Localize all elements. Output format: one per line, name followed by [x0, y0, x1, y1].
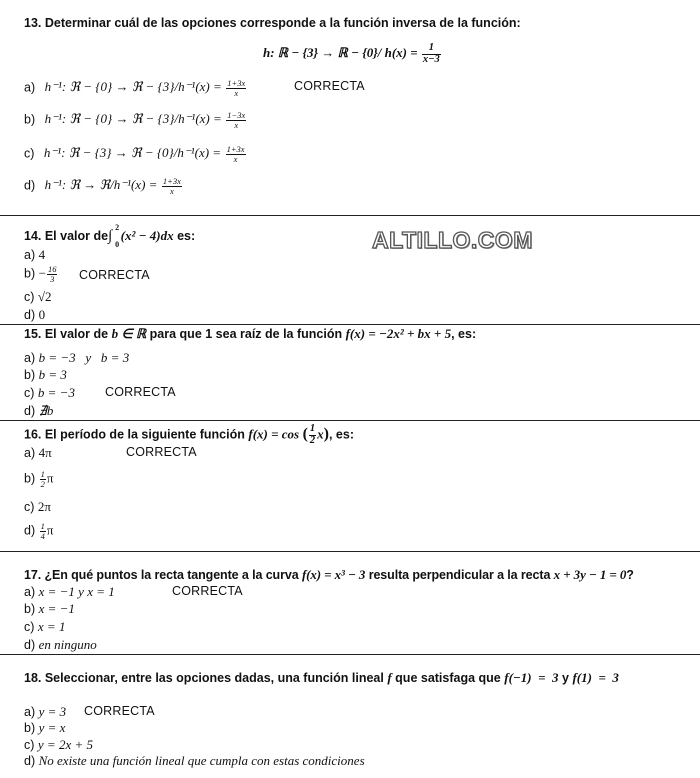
q13-option-b[interactable] — [24, 111, 247, 129]
q18-title-and: y — [562, 671, 569, 685]
option-letter: b) — [24, 112, 36, 127]
option-denominator: x — [233, 153, 238, 164]
option-letter: d) — [24, 638, 36, 652]
q18-correct-label: CORRECTA — [84, 704, 155, 718]
q18-option-c[interactable] — [24, 737, 93, 753]
option-letter: b) — [24, 602, 36, 616]
q17-correct-label: CORRECTA — [172, 584, 243, 598]
option-value: y = 2x + 5 — [37, 737, 93, 752]
option-numerator: 1+3x — [226, 144, 245, 154]
option-value: en ninguno — [38, 637, 97, 652]
option-value: b = 3 — [38, 367, 67, 382]
option-value: 4π — [38, 445, 52, 460]
q15-option-c[interactable] — [24, 385, 75, 401]
option-denominator: 2 — [40, 478, 45, 489]
q14-title-suffix: es: — [177, 229, 196, 243]
option-numerator: 1 — [40, 521, 45, 531]
option-letter: c) — [24, 500, 35, 514]
q14-option-d[interactable] — [24, 307, 45, 323]
q15-title-prefix: 15. El valor de — [24, 327, 109, 341]
divider — [0, 215, 700, 216]
q13-option-a[interactable] — [24, 79, 247, 97]
option-value: x = −1 — [38, 601, 75, 616]
integral-upper: 2 — [115, 223, 120, 232]
q17-title-suffix: ? — [626, 568, 634, 582]
q14-title-prefix: 14. El valor de — [24, 229, 109, 243]
option-letter: b) — [24, 471, 36, 486]
option-value: 4 — [38, 247, 46, 262]
option-letter: d) — [24, 523, 36, 538]
option-denominator: x — [234, 87, 239, 98]
q17-option-c[interactable] — [24, 619, 65, 635]
option-letter: a) — [24, 446, 36, 460]
option-letter: a) — [24, 705, 36, 719]
option-value: b = −3 — [37, 385, 75, 400]
option-numerator: 1−3x — [227, 110, 246, 120]
q15-option-b[interactable] — [24, 367, 67, 383]
option-letter: c) — [24, 290, 35, 304]
q16-frac-num: 1 — [309, 423, 316, 434]
q15-title-suffix: , es: — [451, 327, 477, 341]
option-value: b = −3 y b = 3 — [38, 350, 130, 365]
option-letter: a) — [24, 351, 36, 365]
q18-option-a[interactable] — [24, 704, 66, 720]
q17-option-b[interactable] — [24, 601, 75, 617]
q18-title-var: f — [387, 670, 392, 685]
q13-function-lhs: h: ℝ − {3} → ℝ − {0}/ h(x) = — [263, 44, 418, 60]
q15-title — [24, 326, 476, 342]
q16-title-var: x — [317, 426, 324, 442]
divider — [0, 654, 700, 655]
q18-title-prefix: 18. Seleccionar, entre las opciones dadas, una función lineal — [24, 671, 384, 685]
option-expression: h⁻¹: ℜ − {3} → ℜ − {0}/h⁻¹(x) = — [43, 145, 222, 161]
option-value: x = −1 y x = 1 — [38, 584, 115, 599]
option-denominator: 3 — [50, 273, 55, 284]
option-value: π — [46, 470, 54, 486]
option-letter: a) — [24, 585, 36, 599]
option-value: √2 — [37, 289, 52, 304]
q18-option-b[interactable] — [24, 720, 65, 736]
q13-option-d[interactable] — [24, 177, 183, 195]
q16-option-c[interactable] — [24, 499, 51, 515]
integral-lower: 0 — [115, 240, 120, 249]
q17-title-line: x + 3y − 1 = 0 — [553, 567, 627, 582]
option-numerator: 1 — [40, 469, 45, 479]
option-letter: c) — [24, 620, 35, 634]
option-value: No existe una función lineal que cumpla con estas condiciones — [38, 753, 365, 768]
q17-title — [24, 567, 634, 583]
option-value: y = 3 — [38, 704, 67, 719]
q16-option-d[interactable] — [24, 522, 53, 540]
option-denominator: 4 — [40, 530, 45, 541]
option-letter: b) — [24, 721, 36, 735]
option-letter: d) — [24, 308, 36, 322]
option-letter: b) — [24, 266, 36, 281]
q16-title: 16. El período de la siguiente función f(x) = cos ( $\frac{1}{2}$ x), es: — [24, 423, 354, 446]
option-value: 0 — [38, 307, 46, 322]
option-numerator: 16 — [47, 264, 57, 274]
q17-title-prefix: 17. ¿En qué puntos la recta tangente a la curva — [24, 568, 299, 582]
option-expression: h⁻¹: ℜ → ℜ/h⁻¹(x) = — [44, 177, 158, 193]
q18-title-condition-1: f(−1) = 3 — [504, 670, 559, 685]
q14-option-c[interactable] — [24, 289, 52, 305]
watermark-logo: ALTILLO.COM — [372, 227, 533, 253]
q17-title-mid: resulta perpendicular a la recta — [368, 568, 551, 582]
q14-option-a[interactable] — [24, 247, 45, 263]
option-letter: c) — [24, 386, 35, 400]
option-value: y = x — [38, 720, 66, 735]
q13-function-den: x−3 — [422, 53, 440, 65]
q15-title-function: f(x) = −2x² + bx + 5 — [345, 326, 452, 341]
q17-title-function: f(x) = x³ − 3 — [301, 567, 366, 582]
q14-integrand: (x² − 4)dx — [120, 228, 174, 243]
divider — [0, 551, 700, 552]
q16-title-prefix: 16. El período de la siguiente función — [24, 427, 245, 442]
q18-option-d[interactable] — [24, 753, 365, 769]
q14-title — [24, 223, 196, 249]
q13-title: 13. Determinar cuál de las opciones corresponde a la función inversa de la función: — [24, 16, 521, 30]
q14-correct-label: CORRECTA — [79, 268, 150, 282]
option-value: x = 1 — [37, 619, 66, 634]
q13-option-c[interactable] — [24, 145, 247, 163]
option-letter: c) — [24, 738, 35, 752]
option-value: π — [46, 522, 54, 538]
q16-title-function: f(x) = cos — [248, 426, 300, 442]
divider — [0, 324, 700, 325]
q13-correct-label: CORRECTA — [294, 79, 365, 93]
option-letter: a) — [24, 248, 36, 262]
q16-title-suffix: , es: — [328, 427, 354, 442]
q17-option-a[interactable] — [24, 584, 115, 600]
option-value: ∄b — [38, 403, 54, 418]
q15-option-a[interactable] — [24, 350, 129, 366]
q15-option-d[interactable] — [24, 403, 53, 419]
option-value: 2π — [37, 499, 51, 514]
q13-function-num: 1 — [422, 43, 441, 55]
q13-function — [263, 43, 442, 65]
q16-frac-den: 2 — [309, 434, 316, 446]
option-sign: − — [38, 265, 46, 281]
option-letter: d) — [24, 404, 36, 418]
q14-option-b[interactable] — [24, 265, 58, 283]
option-expression: h⁻¹: ℜ − {0} → ℜ − {3}/h⁻¹(x) = — [44, 111, 222, 127]
divider — [0, 420, 700, 421]
q15-title-var: b ∈ ℝ — [111, 326, 147, 341]
q17-option-d[interactable] — [24, 637, 97, 653]
option-letter: a) — [24, 80, 36, 95]
option-letter: d) — [24, 754, 36, 768]
option-denominator: x — [170, 185, 174, 196]
q15-title-mid: para que 1 sea raíz de la función — [149, 327, 343, 341]
q16-correct-label: CORRECTA — [126, 445, 197, 459]
option-letter: b) — [24, 368, 36, 382]
option-denominator: x — [234, 119, 239, 130]
q18-title-condition-2: f(1) = 3 — [572, 670, 619, 685]
option-numerator: 1+3x — [162, 176, 181, 186]
q16-option-b[interactable] — [24, 470, 53, 488]
option-letter: d) — [24, 178, 36, 193]
option-expression: h⁻¹: ℜ − {0} → ℜ − {3}/h⁻¹(x) = — [44, 79, 222, 95]
q18-title — [24, 670, 619, 686]
option-numerator: 1+3x — [227, 78, 246, 88]
q15-correct-label: CORRECTA — [105, 385, 176, 399]
option-letter: c) — [24, 146, 35, 161]
q18-title-mid: que satisfaga que — [395, 671, 501, 685]
integral-sign-icon: ∫ 2 0 — [108, 223, 120, 249]
q16-option-a[interactable] — [24, 445, 52, 461]
